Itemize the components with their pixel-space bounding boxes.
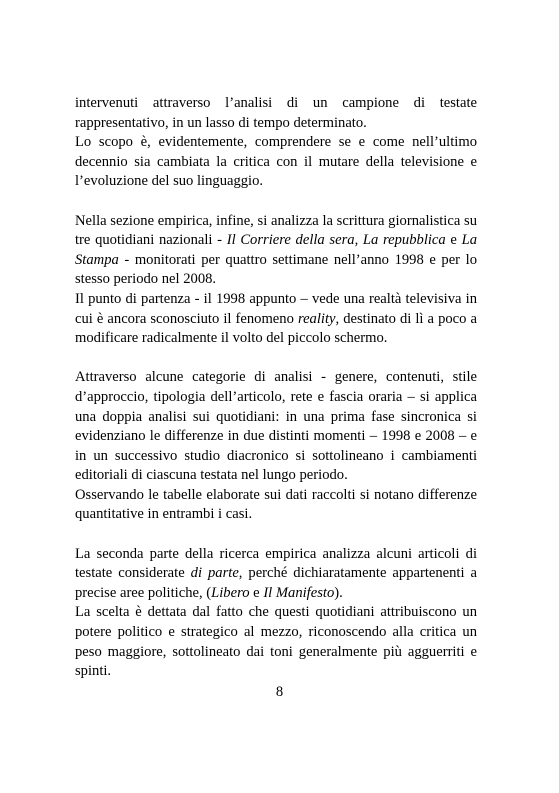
text-run: La scelta è dettata dal fatto che questi quotidiani attribuiscono un potere politico e strategico al mezzo, riconoscendo alla critica un peso maggiore, sottolineato dai toni generalmente più agguerriti e spinti. xyxy=(75,604,477,680)
text-run: , destinato di lì a poco a modificare radicalmente il volto del piccolo schermo. xyxy=(75,310,477,347)
text-run: ). xyxy=(334,584,343,601)
text-run: , xyxy=(354,232,363,249)
italic-text: La Stampa xyxy=(75,232,477,268)
paragraph-p1 xyxy=(75,94,477,133)
text-run: La seconda parte della ricerca empirica analizza alcuni articoli di testate considerate xyxy=(75,545,477,582)
text-run: Il punto di partenza - il 1998 appunto – vede una realtà televisiva in cui è ancora sconosciuto il fenomeno xyxy=(75,290,477,327)
italic-text: Il Corriere della sera xyxy=(226,232,355,249)
italic-text: Il Manifesto xyxy=(263,584,335,601)
text-run: e xyxy=(445,232,462,249)
paragraph-gap xyxy=(75,192,477,212)
italic-text: reality xyxy=(297,310,336,327)
body-text xyxy=(75,94,477,682)
paragraph-gap xyxy=(75,349,477,369)
text-run: Attraverso alcune categorie di analisi - genere, contenuti, stile d’approccio, tipologia dell’articolo, rete e fascia oraria – si applica una doppia analisi sui quotidiani: in una prima fase sincronica si evidenziano le differenze in due distinti momenti – 1998 e 2008 – e in un successivo studio diacronico si sottolineano i cambiamenti editoriali di ciascuna testata nel lungo periodo. xyxy=(75,369,477,484)
paragraph-p5 xyxy=(75,368,477,486)
paragraph-p2 xyxy=(75,133,477,192)
paragraph-gap xyxy=(75,525,477,545)
page-number: 8 xyxy=(275,684,284,700)
italic-text: Libero xyxy=(211,584,250,601)
text-run: Osservando le tabelle elaborate sui dati raccolti si notano differenze quantitative in entrambi i casi. xyxy=(75,486,477,523)
text-run: - monitorati per quattro settimane nell’anno 1998 e per lo stesso periodo nel 2008. xyxy=(75,251,477,288)
paragraph-p4 xyxy=(75,290,477,349)
paragraph-p7 xyxy=(75,545,477,604)
text-run: Nella sezione empirica, infine, si analizza la scrittura giornalistica su tre quotidiani nazionali - xyxy=(75,212,477,249)
italic-text: di parte xyxy=(190,565,239,582)
paragraph-p3 xyxy=(75,212,477,290)
text-run: intervenuti attraverso l’analisi di un campione di testate rappresentativo, in un lasso di tempo determinato. xyxy=(75,95,477,131)
paragraph-p8 xyxy=(75,603,477,681)
italic-text: La repubblica xyxy=(362,232,446,249)
paragraph-p6 xyxy=(75,486,477,525)
text-run: Lo scopo è, evidentemente, comprendere se e come nell’ultimo decennio sia cambiata la critica con il mutare della televisione e l’evoluzione del suo linguaggio. xyxy=(75,134,477,190)
text-run: e xyxy=(249,584,264,601)
text-run: , perché dichiaratamente appartenenti a precise aree politiche, ( xyxy=(75,565,477,601)
